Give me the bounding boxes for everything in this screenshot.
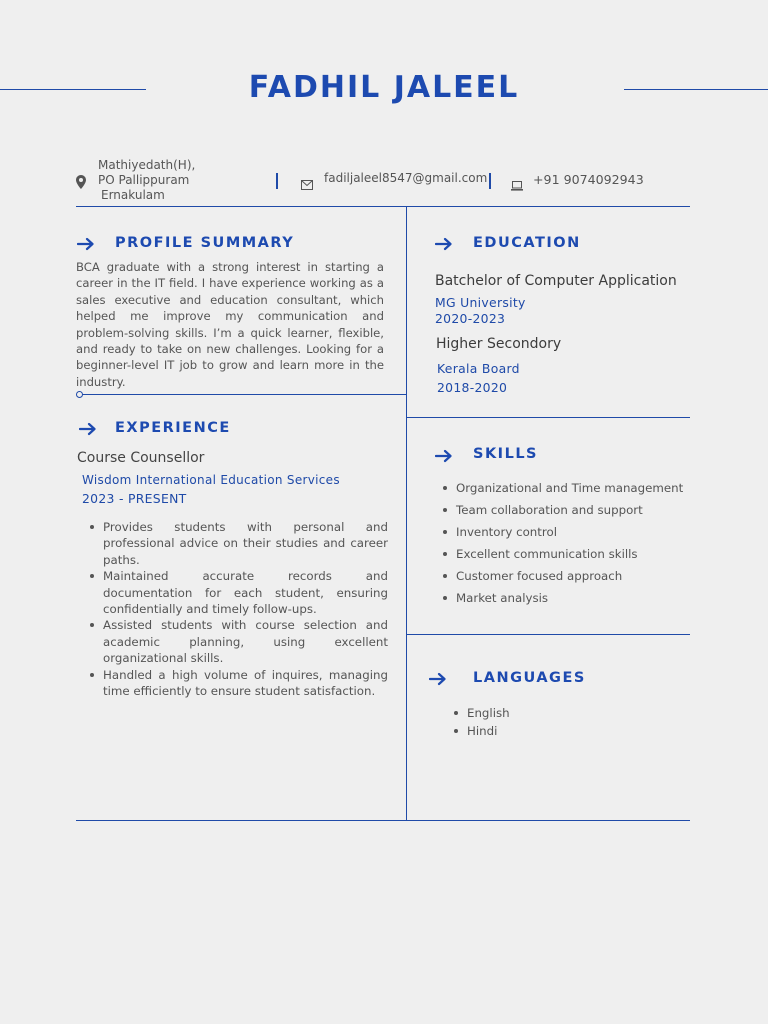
languages-heading: LANGUAGES: [473, 670, 586, 686]
laptop-icon: [511, 176, 523, 195]
skill-item: Team collaboration and support: [442, 499, 688, 521]
institution-name: Kerala Board: [437, 361, 520, 376]
experience-item: Provides students with personal and professional advice on their studies and career paths.: [89, 519, 388, 568]
address-line-1: Mathiyedath(H),: [98, 158, 196, 172]
top-divider: [76, 206, 690, 207]
profile-summary-heading: PROFILE SUMMARY: [115, 235, 295, 251]
education-divider: [407, 417, 690, 418]
arrow-right-icon: [77, 237, 95, 251]
institution-name: MG University: [435, 295, 526, 310]
language-item: Hindi: [453, 722, 653, 740]
skills-divider: [407, 634, 690, 635]
experience-list: [89, 519, 388, 699]
language-item: English: [453, 704, 653, 722]
degree-title: Higher Secondory: [436, 336, 562, 352]
degree-title: Batchelor of Computer Application: [435, 273, 677, 289]
bottom-divider: [76, 820, 690, 821]
skill-item: Excellent communication skills: [442, 543, 688, 565]
address: [98, 158, 195, 203]
skill-item: Customer focused approach: [442, 565, 688, 587]
skills-list: [442, 477, 688, 609]
skill-item: Market analysis: [442, 587, 688, 609]
address-line-3: Ernakulam: [101, 188, 165, 202]
profile-summary-text: BCA graduate with a strong interest in starting a career in the IT field. I have experience working as a sales executive and education consultant, which helped me improve my communication and problem-solving skills. I’m a quick learner, flexible, and ready to take on new challenges. Looking for a beginner-level IT job to grow and learn more in the industry.: [76, 260, 384, 389]
arrow-right-icon: [79, 422, 97, 436]
experience-item: Maintained accurate records and documentation for each student, ensuring confidentially and timely follow-ups.: [89, 568, 388, 617]
arrow-right-icon: [435, 449, 453, 463]
languages-list: [453, 704, 653, 740]
skill-item: Inventory control: [442, 521, 688, 543]
arrow-right-icon: [435, 237, 453, 251]
employment-period: 2023 - PRESENT: [82, 491, 187, 506]
phone-number: +91 9074092943: [533, 172, 644, 187]
education-heading: EDUCATION: [473, 235, 581, 251]
company-name: Wisdom International Education Services: [82, 473, 340, 487]
experience-item: Handled a high volume of inquires, managing time efficiently to ensure student satisfaction.: [89, 667, 388, 700]
envelope-icon: [301, 175, 313, 194]
education-years: 2020-2023: [435, 311, 506, 326]
candidate-name: FADHIL JALEEL: [248, 70, 520, 105]
education-years: 2018-2020: [437, 380, 508, 395]
experience-item: Assisted students with course selection and academic planning, using excellent organizational skills.: [89, 617, 388, 666]
contact-separator: [489, 173, 491, 189]
location-icon: [76, 174, 86, 193]
column-divider: [406, 206, 407, 821]
skills-heading: SKILLS: [473, 446, 538, 462]
contact-separator: [276, 173, 278, 189]
email-link[interactable]: fadiljaleel8547@gmail.com: [324, 171, 488, 185]
address-line-2: PO Pallippuram: [98, 173, 190, 187]
job-role: Course Counsellor: [77, 450, 205, 466]
arrow-right-icon: [429, 672, 447, 686]
profile-divider: [80, 394, 407, 395]
divider-dot: [76, 391, 83, 398]
experience-heading: EXPERIENCE: [115, 420, 231, 436]
skill-item: Organizational and Time management: [442, 477, 688, 499]
